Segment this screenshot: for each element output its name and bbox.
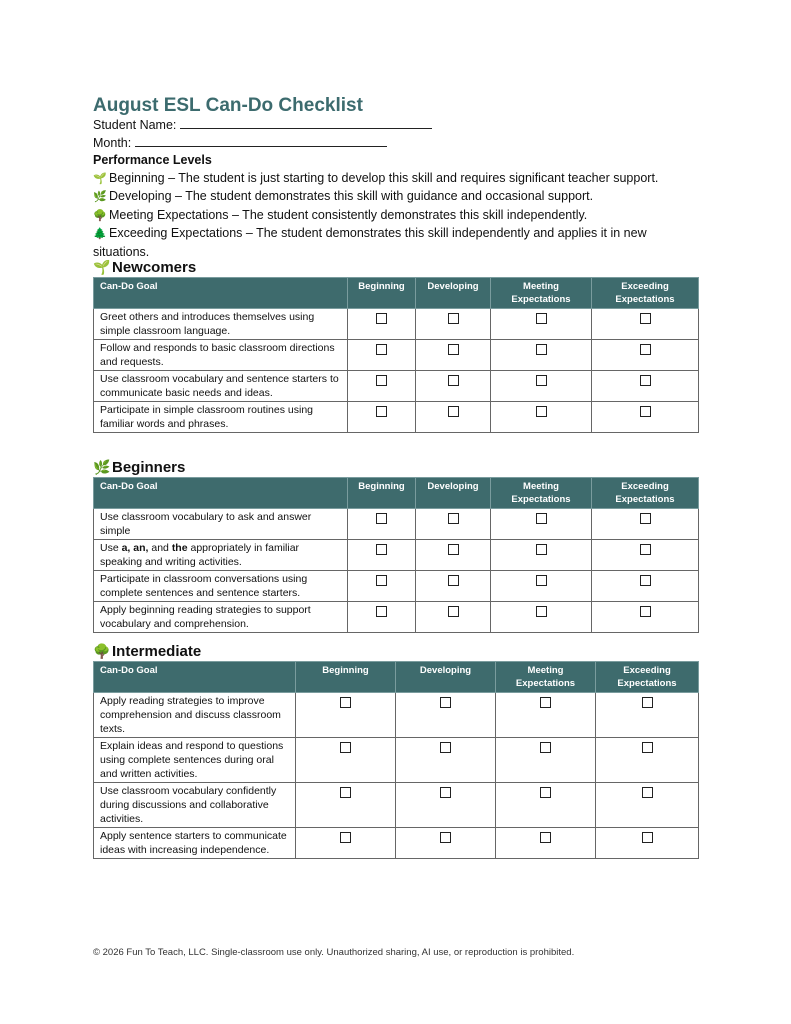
exceeding-checkbox[interactable] [640,313,651,324]
meeting-checkbox[interactable] [536,375,547,386]
beginning-checkbox[interactable] [376,406,387,417]
table-row [94,402,699,433]
col-developing: Developing [396,662,496,693]
section-title: Beginners [112,459,186,476]
beginning-checkbox[interactable] [376,544,387,555]
developing-checkbox[interactable] [440,832,451,843]
developing-checkbox[interactable] [448,375,459,386]
section-newcomers [93,257,698,433]
copyright-footer: © 2026 Fun To Teach, LLC. Single-classroom use only. Unauthorized sharing, AI use, or reproduction is prohibited. [93,947,575,958]
level-beginning [93,170,698,189]
col-exceeding: Exceeding Expectations [592,278,699,309]
goal-cell: Use classroom vocabulary confidently during discussions and collaborative activities. [94,783,296,828]
goal-cell: Use classroom vocabulary and sentence starters to communicate basic needs and ideas. [94,371,348,402]
col-goal: Can-Do Goal [94,278,348,309]
sprout-icon: 🌱 [93,172,107,185]
checklist-page [93,95,698,856]
month-row [93,135,698,153]
beginning-checkbox[interactable] [376,606,387,617]
developing-checkbox[interactable] [448,606,459,617]
month-label: Month: [93,135,132,150]
beginning-checkbox[interactable] [376,575,387,586]
developing-checkbox[interactable] [448,313,459,324]
meeting-checkbox[interactable] [536,575,547,586]
level-exceeding [93,225,698,261]
page-title: August ESL Can-Do Checklist [93,95,363,116]
goal-cell: Apply sentence starters to communicate ideas with increasing independence. [94,828,296,859]
beginning-checkbox[interactable] [340,787,351,798]
developing-checkbox[interactable] [448,344,459,355]
developing-checkbox[interactable] [448,513,459,524]
level-text: Beginning – The student is just starting to develop this skill and requires significant teacher support. [109,170,659,185]
tree-icon: 🌳 [93,643,111,659]
table-row [94,509,699,540]
goal-cell: Explain ideas and respond to questions using complete sentences during oral and written activities. [94,738,296,783]
beginning-checkbox[interactable] [340,742,351,753]
exceeding-checkbox[interactable] [640,375,651,386]
beginning-checkbox[interactable] [376,313,387,324]
col-exceeding: Exceeding Expectations [596,662,699,693]
goal-cell: Apply beginning reading strategies to support vocabulary and comprehension. [94,602,348,633]
section-beginners [93,457,698,633]
goal-cell: Apply reading strategies to improve comprehension and discuss classroom texts. [94,693,296,738]
meeting-checkbox[interactable] [536,344,547,355]
table-row [94,602,699,633]
table-row [94,738,699,783]
exceeding-checkbox[interactable] [640,344,651,355]
tree-icon: 🌳 [93,209,107,222]
exceeding-checkbox[interactable] [640,513,651,524]
col-beginning: Beginning [296,662,396,693]
exceeding-checkbox[interactable] [642,787,653,798]
beginning-checkbox[interactable] [376,344,387,355]
table-row [94,340,699,371]
goal-cell: Participate in classroom conversations using complete sentences and sentence starters. [94,571,348,602]
levels-heading: Performance Levels [93,153,212,167]
exceeding-checkbox[interactable] [642,697,653,708]
exceeding-checkbox[interactable] [642,832,653,843]
goal-cell: Use classroom vocabulary to ask and answer simple [94,509,348,540]
meeting-checkbox[interactable] [540,787,551,798]
col-meeting: Meeting Expectations [496,662,596,693]
table-row [94,783,699,828]
table-header-row [94,278,699,309]
level-meeting [93,207,698,226]
col-developing: Developing [416,278,491,309]
month-field[interactable] [135,135,387,147]
meeting-checkbox[interactable] [536,513,547,524]
exceeding-checkbox[interactable] [642,742,653,753]
meeting-checkbox[interactable] [536,406,547,417]
table-header-row [94,662,699,693]
developing-checkbox[interactable] [440,697,451,708]
goal-cell: Follow and responds to basic classroom directions and requests. [94,340,348,371]
table-row [94,828,699,859]
goal-text: appropriately in familiar speaking and writing activities. [100,542,300,568]
table-row [94,309,699,340]
meeting-checkbox[interactable] [536,606,547,617]
meeting-checkbox[interactable] [536,544,547,555]
table-row [94,371,699,402]
col-goal: Can-Do Goal [94,478,348,509]
checklist-table [93,661,699,859]
goal-cell: Greet others and introduces themselves using simple classroom language. [94,309,348,340]
exceeding-checkbox[interactable] [640,406,651,417]
section-heading [93,457,698,477]
section-title: Newcomers [112,259,197,276]
exceeding-checkbox[interactable] [640,606,651,617]
meeting-checkbox[interactable] [540,832,551,843]
developing-checkbox[interactable] [448,575,459,586]
table-row [94,571,699,602]
section-heading [93,641,698,661]
checklist-table [93,477,699,633]
meeting-checkbox[interactable] [540,742,551,753]
developing-checkbox[interactable] [440,787,451,798]
level-developing [93,188,698,207]
goal-cell: Participate in simple classroom routines using familiar words and phrases. [94,402,348,433]
developing-checkbox[interactable] [448,544,459,555]
developing-checkbox[interactable] [440,742,451,753]
col-meeting: Meeting Expectations [491,478,592,509]
goal-cell [94,540,348,571]
col-meeting: Meeting Expectations [491,278,592,309]
checklist-table [93,277,699,433]
goal-text: and [148,542,172,554]
bold-article: a, an, [121,542,149,554]
developing-checkbox[interactable] [448,406,459,417]
col-beginning: Beginning [348,278,416,309]
col-developing: Developing [416,478,491,509]
student-name-row [93,117,698,135]
table-header-row [94,478,699,509]
level-text: Meeting Expectations – The student consistently demonstrates this skill independently. [109,207,588,222]
sprout-icon: 🌱 [93,259,111,275]
exceeding-checkbox[interactable] [640,544,651,555]
bold-article: the [171,542,188,554]
beginning-checkbox[interactable] [340,697,351,708]
student-name-field[interactable] [180,117,432,129]
col-beginning: Beginning [348,478,416,509]
beginning-checkbox[interactable] [376,513,387,524]
herb-icon: 🌿 [93,459,111,475]
goal-text: Use [100,542,122,554]
evergreen-icon: 🌲 [93,228,107,240]
exceeding-checkbox[interactable] [640,575,651,586]
meeting-checkbox[interactable] [536,313,547,324]
level-text: Exceeding Expectations – The student demonstrates this skill independently and applies it in new situations. [93,226,647,259]
student-name-label: Student Name: [93,118,177,132]
section-title: Intermediate [112,643,202,660]
section-intermediate [93,641,698,859]
level-text: Developing – The student demonstrates this skill with guidance and occasional support. [109,189,594,203]
beginning-checkbox[interactable] [340,832,351,843]
meeting-checkbox[interactable] [540,697,551,708]
herb-icon: 🌿 [93,191,107,203]
col-exceeding: Exceeding Expectations [592,478,699,509]
beginning-checkbox[interactable] [376,375,387,386]
col-goal: Can-Do Goal [94,662,296,693]
section-heading [93,257,698,277]
table-row [94,540,699,571]
table-row [94,693,699,738]
